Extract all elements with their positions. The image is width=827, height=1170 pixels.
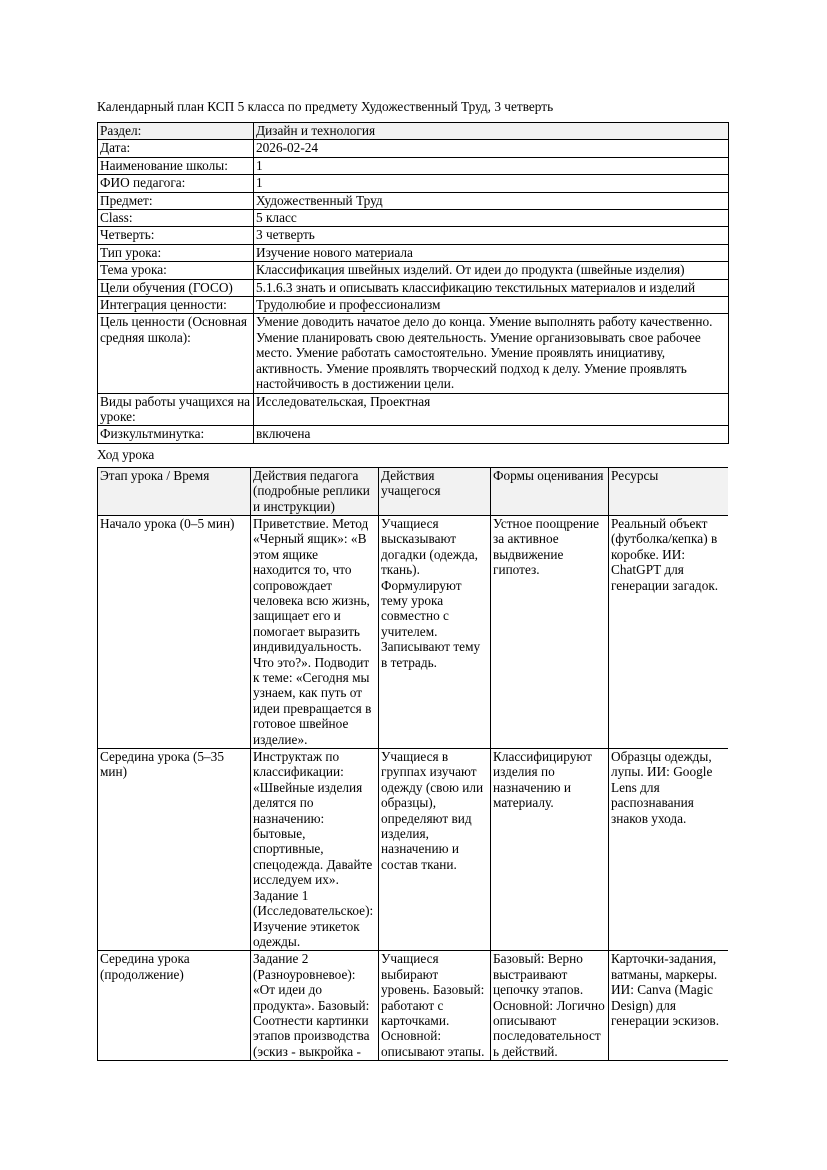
info-label-cell: Тема урока: [98,262,254,279]
flow-assessment-cell: Классифицируют изделия по назначению и материалу. [491,749,609,951]
flow-stage-cell: Начало урока (0–5 мин) [98,515,251,748]
flow-teacher-actions-cell: Инструктаж по классификации: «Швейные изделия делятся по назначению: бытовые, спортивные, спецодежда. Давайте исследуем их». Задание 1 (Исследовательское): Изучение этикеток одежды. [251,749,379,951]
info-table-row [98,297,729,314]
info-table-row [98,210,729,227]
flow-table-row [98,515,729,748]
info-value-cell: Умение доводить начатое дело до конца. Умение выполнять работу качественно. Умение планировать свою деятельность. Умение организовывать свое рабочее место. Умение работать самостоятельно. Умение проявлять инициативу, активность. Умение проявлять творческий подход к делу. Умение проявлять настойчивость в достижении цели. [254,314,729,393]
info-table-row [98,123,729,140]
info-table-row [98,262,729,279]
flow-student-actions-cell: Учащиеся в группах изучают одежду (свою или образцы), определяют вид изделия, назначению и состав ткани. [379,749,491,951]
document-title: Календарный план КСП 5 класса по предмету Художественный Труд, 3 четверть [97,99,554,114]
flow-stage-cell: Середина урока (продолжение) [98,951,251,1061]
flow-header-cell: Ресурсы [609,467,729,515]
info-label-cell: Цель ценности (Основная средняя школа): [98,314,254,393]
flow-teacher-actions-cell: Задание 2 (Разноуровневое): «От идеи до продукта». Базовый: Соотнести картинки этапов производства (эскиз - выкройка - [251,951,379,1061]
info-value-cell: Художественный Труд [254,192,729,209]
flow-student-actions-cell: Учащиеся выбирают уровень. Базовый: работают с карточками. Основной: описывают этапы. [379,951,491,1061]
info-table-row [98,393,729,426]
info-label-cell: Интеграция ценности: [98,297,254,314]
flow-header-cell: Действия учащегося [379,467,491,515]
lesson-flow-table-wrap [97,467,728,1061]
info-table-row [98,279,729,296]
flow-header-cell: Формы оценивания [491,467,609,515]
info-label-cell: Цели обучения (ГОСО) [98,279,254,296]
lesson-flow-header-row [98,467,729,515]
info-label-cell: Наименование школы: [98,157,254,174]
lesson-flow-heading: Ход урока [97,446,155,462]
info-label-cell: Тип урока: [98,244,254,261]
info-label-cell: Class: [98,210,254,227]
info-value-cell: 1 [254,175,729,192]
info-label-cell: Дата: [98,140,254,157]
info-value-cell: Дизайн и технология [254,123,729,140]
info-table-row [98,175,729,192]
info-value-cell: Классификация швейных изделий. От идеи до продукта (швейные изделия) [254,262,729,279]
info-value-cell: включена [254,426,729,443]
info-value-cell: 5.1.6.3 знать и описывать классификацию текстильных материалов и изделий [254,279,729,296]
flow-stage-cell: Середина урока (5–35 мин) [98,749,251,951]
info-label-cell: Раздел: [98,123,254,140]
flow-assessment-cell: Устное поощрение за активное выдвижение гипотез. [491,515,609,748]
info-label-cell: Четверть: [98,227,254,244]
flow-resources-cell: Карточки-задания, ватманы, маркеры. ИИ: Canva (Magic Design) для генерации эскизов. [609,951,729,1061]
info-table-row [98,314,729,393]
info-table-row [98,244,729,261]
flow-header-cell: Действия педагога (подробные реплики и инструкции) [251,467,379,515]
flow-header-cell: Этап урока / Время [98,467,251,515]
info-label-cell: Предмет: [98,192,254,209]
info-value-cell: 1 [254,157,729,174]
info-label-cell: Виды работы учащихся на уроке: [98,393,254,426]
info-value-cell: Трудолюбие и профессионализм [254,297,729,314]
flow-assessment-cell: Базовый: Верно выстраивают цепочку этапов. Основной: Логично описывают последовательность действий. [491,951,609,1061]
flow-student-actions-cell: Учащиеся высказывают догадки (одежда, ткань). Формулируют тему урока совместно с учителем. Записывают тему в тетрадь. [379,515,491,748]
info-label-cell: Физкультминутка: [98,426,254,443]
flow-resources-cell: Образцы одежды, лупы. ИИ: Google Lens для распознавания знаков ухода. [609,749,729,951]
info-value-cell: Изучение нового материала [254,244,729,261]
info-value-cell: 2026-02-24 [254,140,729,157]
flow-table-row [98,749,729,951]
info-table-row [98,157,729,174]
info-value-cell: 5 класс [254,210,729,227]
lesson-flow-table-body [98,515,729,1060]
info-label-cell: ФИО педагога: [98,175,254,192]
info-table-row [98,140,729,157]
flow-resources-cell: Реальный объект (футболка/кепка) в коробке. ИИ: ChatGPT для генерации загадок. [609,515,729,748]
info-table-row [98,227,729,244]
lesson-info-table-body [98,123,729,444]
info-value-cell: Исследовательская, Проектная [254,393,729,426]
lesson-flow-table-head [98,467,729,515]
document-page [97,99,728,1061]
flow-table-row [98,951,729,1061]
lesson-info-table [97,122,729,444]
info-table-row [98,192,729,209]
info-value-cell: 3 четверть [254,227,729,244]
lesson-flow-table [97,467,728,1061]
info-table-row [98,426,729,443]
flow-teacher-actions-cell: Приветствие. Метод «Черный ящик»: «В этом ящике находится то, что сопровождает человека всю жизнь, защищает его и помогает выразить индивидуальность. Что это?». Подводит к теме: «Сегодня мы узнаем, как путь от идеи превращается в готовое швейное изделие». [251,515,379,748]
